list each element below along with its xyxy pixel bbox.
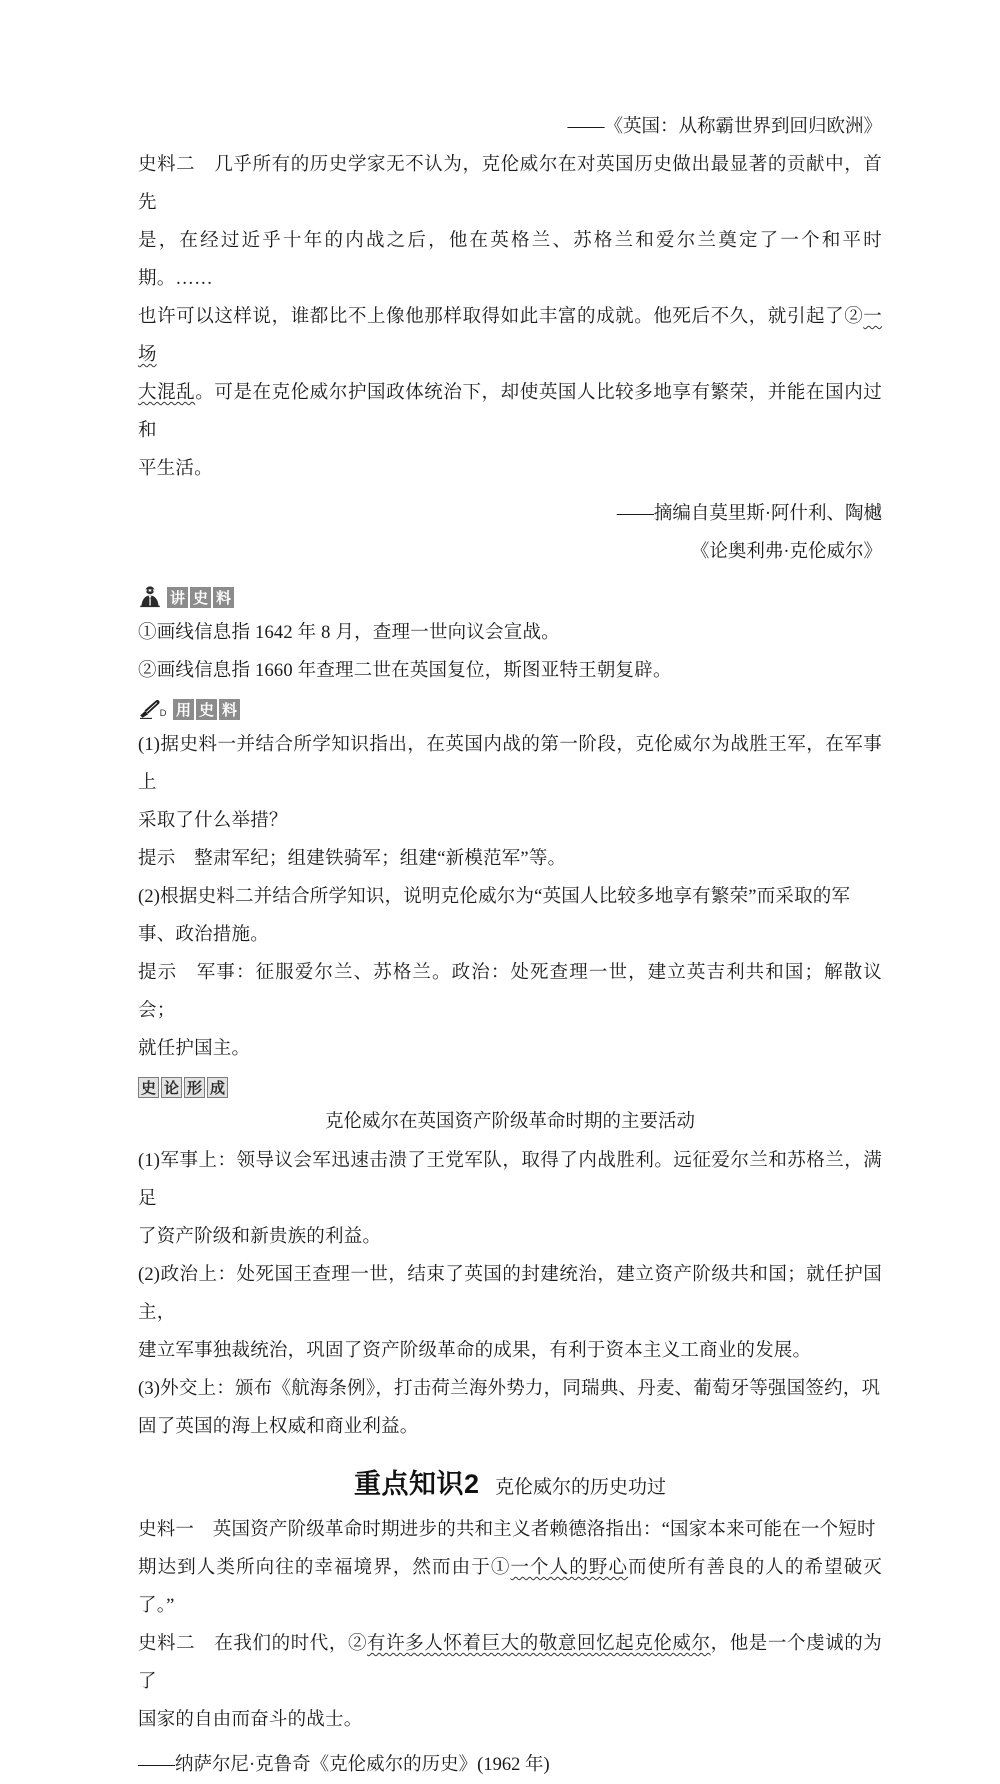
shiliao-yi-2-line-2 [138, 1549, 882, 1625]
shilun-item-2-line-1: (2)政治上：处死国王查理一世，结束了英国的封建统治，建立资产阶级共和国；就任护国主， [138, 1265, 882, 1323]
badge-jiang-shiliao [138, 582, 882, 612]
shiliao-yi-2-block [138, 1511, 882, 1625]
marked-passage-2-part-1: 一场 [138, 307, 882, 365]
question-1-line-2: 采取了什么举措？ [138, 811, 288, 831]
badge-char-yong: 用 [173, 699, 194, 720]
shilun-item-1 [138, 1142, 882, 1256]
content-flow [138, 108, 882, 1784]
shilun-item-3 [138, 1370, 882, 1446]
section-heading-number: 2 [463, 1469, 479, 1499]
shiliao-yi-2-line-2-text-b: 而使所有善良的人的希望破灭了。” [138, 1558, 883, 1616]
question-2-line-2: 事、政治措施。 [138, 925, 269, 945]
teacher-figure-icon [138, 585, 162, 609]
shiliao-er-2-source: ——纳萨尔尼·克鲁奇《克伦威尔的历史》(1962 年) [138, 1755, 550, 1775]
shiliao-er-source-line-2: 《论奥利弗·克伦威尔》 [690, 542, 882, 562]
section-heading-main: 重点知识 [353, 1469, 464, 1499]
badge-char-liao: 料 [213, 587, 234, 608]
shiliao-er-2-line-2: 国家的自由而奋斗的战士。 [138, 1710, 363, 1730]
jiang-item-1: ①画线信息指 1642 年 8 月，查理一世向议会宣战。 [138, 623, 560, 643]
badge-char-lun: 论 [161, 1077, 182, 1098]
shiliao-er-line-5: 平生活。 [138, 459, 213, 479]
badge-char-jiang: 讲 [167, 587, 188, 608]
yong-item-1 [138, 726, 882, 878]
hint-2-line-1: 提示 军事：征服爱尔兰、苏格兰。政治：处死查理一世，建立英吉利共和国；解散议会； [138, 963, 882, 1021]
badge-char-shi: 史 [196, 699, 217, 720]
badge-char-liao: 料 [219, 699, 240, 720]
badge-shilun-chars [138, 1077, 230, 1098]
jiang-item-2: ②画线信息指 1660 年查理二世在英国复位，斯图亚特王朝复辟。 [138, 661, 672, 681]
shiliao-yi-2-line-2-text-a: 期达到人类所向往的幸福境界，然而由于① [138, 1558, 511, 1578]
yong-item-2 [138, 878, 882, 1068]
shiliao-er-block [138, 146, 882, 488]
shiliao-yi-2-line-1: 史料一 英国资产阶级革命时期进步的共和主义者赖德洛指出：“国家本来可能在一个短时 [138, 1520, 876, 1540]
question-2-line-1: (2)根据史料二并结合所学知识，说明克伦威尔为“英国人比较多地享有繁荣”而采取的军 [138, 887, 851, 907]
badge-jiang-chars [167, 587, 236, 608]
section-heading-subtitle: 克伦威尔的历史功过 [495, 1477, 667, 1498]
spacer [138, 488, 882, 495]
badge-yong-shiliao [138, 694, 882, 724]
badge-shilun-xingcheng [138, 1072, 882, 1102]
shilun-title: 克伦威尔在英国资产阶级革命时期的主要活动 [324, 1112, 695, 1132]
shiliao-er-line-4-text: 。可是在克伦威尔护国政体统治下，却使英国人比较多地享有繁荣，并能在国内过和 [138, 383, 882, 441]
shilun-item-1-line-2: 了资产阶级和新贵族的利益。 [138, 1227, 382, 1247]
shilun-item-2-line-2: 建立军事独裁统治，巩固了资产阶级革命的成果，有利于资本主义工商业的发展。 [138, 1341, 812, 1361]
hint-1-line-1: 提示 整肃军纪；组建铁骑军；组建“新模范军”等。 [138, 849, 567, 869]
spacer [138, 571, 882, 578]
shiliao-er-source-line-1: ——摘编自莫里斯·阿什利、陶樾 [616, 504, 882, 524]
marked-passage-1: 一个人的野心 [510, 1558, 629, 1578]
svg-text:D: D [159, 708, 167, 720]
shilun-item-3-line-1: (3)外交上：颁布《航海条例》，打击荷兰海外势力，同瑞典、丹麦、葡萄牙等强国签约，巩 [138, 1379, 881, 1399]
spacer [138, 1739, 882, 1746]
badge-char-xing: 形 [184, 1077, 205, 1098]
marked-passage-2: 有许多人怀着巨大的敬意回忆起克伦威尔 [367, 1634, 711, 1654]
badge-yong-chars [173, 699, 242, 720]
shiliao-er-line-1: 史料二 几乎所有的历史学家无不认为，克伦威尔在对英国历史做出最显著的贡献中，首先 [138, 155, 882, 213]
shilun-item-2 [138, 1256, 882, 1370]
badge-char-shi: 史 [190, 587, 211, 608]
source-attribution-top: ——《英国：从称霸世界到回归欧洲》 [567, 117, 882, 137]
shiliao-er-line-4 [138, 374, 882, 450]
shilun-item-1-line-1: (1)军事上：领导议会军迅速击溃了王党军队，取得了内战胜利。远征爱尔兰和苏格兰，满足 [138, 1151, 882, 1209]
shiliao-er-line-3-text: 也许可以这样说，谁都比不上像他那样取得如此丰富的成就。他死后不久，就引起了② [138, 307, 864, 327]
shiliao-er-line-2: 是，在经过近乎十年的内战之后，他在英格兰、苏格兰和爱尔兰奠定了一个和平时期。…… [138, 231, 882, 289]
shiliao-er-2-block [138, 1625, 882, 1739]
shilun-item-3-line-2: 固了英国的海上权威和商业利益。 [138, 1417, 419, 1437]
marked-passage-2-part-2: 大混乱 [138, 383, 196, 403]
shiliao-er-2-line-1-text-b: ，他是一个虔诚的为了 [138, 1634, 882, 1692]
badge-char-cheng: 成 [207, 1077, 228, 1098]
badge-char-shi: 史 [138, 1077, 159, 1098]
shiliao-er-line-3 [138, 298, 882, 374]
hint-2-line-2: 就任护国主。 [138, 1039, 251, 1059]
section-heading-2 [138, 1462, 882, 1501]
question-1-line-1: (1)据史料一并结合所学知识指出，在英国内战的第一阶段，克伦威尔为战胜王军，在军事上 [138, 735, 882, 793]
fountain-pen-icon [138, 698, 168, 720]
shiliao-er-2-line-1 [138, 1625, 882, 1701]
shiliao-er-2-line-1-text-a: 史料二 在我们的时代，② [138, 1634, 368, 1654]
